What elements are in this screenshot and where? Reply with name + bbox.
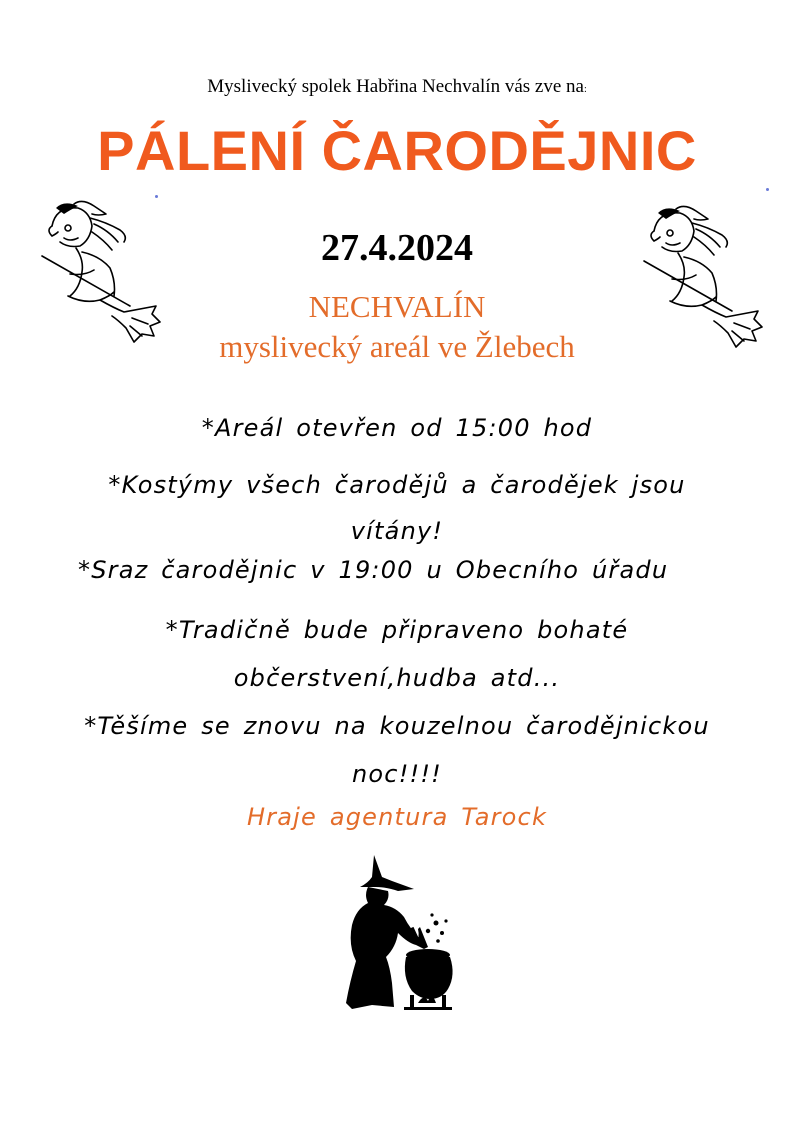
place-village: NECHVALÍN [308, 289, 486, 324]
bullet-meeting: *Sraz čarodějnic v 19:00 u Obecního úřadu [78, 556, 669, 584]
bullet-costumes [0, 462, 794, 554]
event-date: 27.4.2024 [321, 227, 473, 269]
poster-title: PÁLENÍ ČARODĚJNIC [97, 119, 697, 182]
bullet-refreshments-line2: občerstvení,hudba atd... [233, 664, 561, 692]
bullet-refreshments-line1: *Tradičně bude připraveno bohaté [165, 616, 629, 644]
bullet-opening-time: *Areál otevřen od 15:00 hod [201, 414, 593, 442]
decorative-dot [155, 195, 158, 198]
witch-with-cauldron-icon [338, 853, 456, 1015]
music-band: Hraje agentura Tarock [246, 803, 548, 831]
bullet-costumes-line1: *Kostýmy všech čarodějů a čarodějek jsou [108, 471, 686, 499]
event-place [0, 287, 794, 367]
bullet-magic-night-line2: noc!!!! [352, 760, 442, 788]
bullet-refreshments [0, 606, 794, 702]
intro-colon: : [583, 84, 587, 95]
place-venue: myslivecký areál ve Žlebech [219, 329, 575, 364]
bullet-magic-night [0, 702, 794, 798]
bullet-costumes-line2: vítány! [350, 517, 444, 545]
invitation-intro [0, 76, 794, 98]
intro-text: Myslivecký spolek Habřina Nechvalín vás zve na [207, 76, 584, 97]
decorative-dot [766, 188, 769, 191]
bullet-magic-night-line1: *Těšíme se znovu na kouzelnou čarodějnickou [84, 712, 710, 740]
